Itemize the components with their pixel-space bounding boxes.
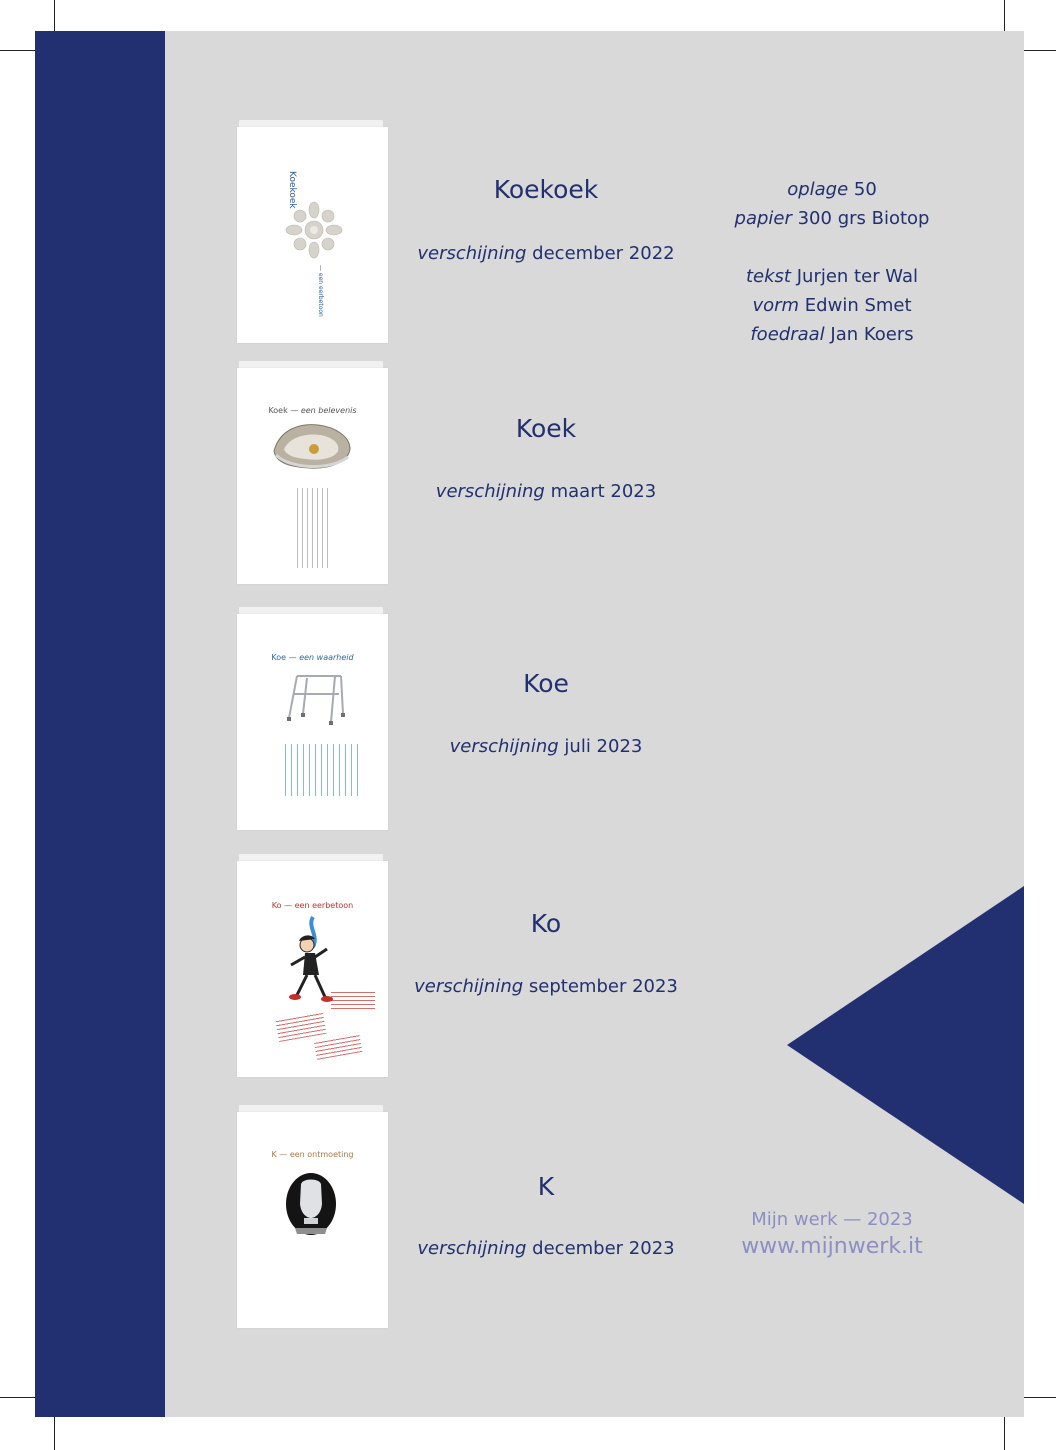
edition-specs (727, 175, 937, 349)
footer-url[interactable]: www.mijnwerk.it (741, 1234, 923, 1259)
book-title: K (537, 1172, 555, 1201)
cover-text-block (331, 991, 375, 1009)
cover-text-block (285, 744, 359, 796)
spec-papier: papier 300 grs Biotop (734, 208, 930, 229)
book-title: Ko (530, 909, 562, 938)
crop-mark (0, 50, 35, 51)
sculpture-head-icon (285, 1172, 337, 1236)
book-title: Koek (515, 414, 577, 443)
book-title: Koe (523, 669, 569, 698)
flyer-sheet (35, 31, 1024, 1417)
spec-oplage: oplage 50 (787, 179, 877, 200)
cover-vertical-title: Koekoek (287, 171, 297, 209)
book-cover-card (237, 1112, 389, 1334)
crop-mark (0, 1397, 35, 1398)
cover-title: K — een ontmoeting (271, 1150, 354, 1159)
navy-triangle-shape (787, 886, 1024, 1204)
release-date: verschijning december 2023 (417, 1238, 675, 1259)
crop-mark (1024, 1397, 1056, 1398)
oyster-icon (270, 421, 354, 471)
book-cover-card (237, 861, 389, 1083)
spec-vorm: vorm Edwin Smet (752, 295, 912, 316)
crop-mark (1004, 0, 1005, 31)
crop-mark (54, 1417, 55, 1450)
book-cover-card (237, 127, 389, 349)
crop-mark (1004, 1417, 1005, 1450)
crop-mark (1024, 50, 1056, 51)
navy-spine-band (35, 31, 165, 1417)
release-date: verschijning maart 2023 (435, 481, 657, 502)
release-date: verschijning december 2022 (417, 243, 675, 264)
book-title: Koekoek (493, 175, 599, 204)
book-cover-card (237, 614, 389, 836)
release-date: verschijning juli 2023 (449, 736, 643, 757)
cover-title: Ko — een eerbetoon (271, 901, 354, 910)
cover-text-block (314, 1032, 363, 1060)
release-date: verschijning september 2023 (414, 976, 678, 997)
cover-text-block (297, 488, 329, 568)
cover-title: Koe — een waarheid (271, 653, 354, 662)
cover-text-block (275, 1012, 326, 1042)
spec-tekst: tekst Jurjen ter Wal (746, 266, 918, 287)
crop-mark (54, 0, 55, 31)
book-cover-card (237, 368, 389, 590)
cover-title: Koek — een belevenis (268, 406, 357, 415)
paper-snowflake-icon (285, 201, 343, 259)
footer-brand: Mijn werk — 2023 (751, 1209, 913, 1230)
cover-vertical-subtitle: — een eerbetoon (317, 265, 324, 317)
spec-foedraal: foedraal Jan Koers (750, 324, 914, 345)
walking-frame-icon (283, 670, 347, 726)
